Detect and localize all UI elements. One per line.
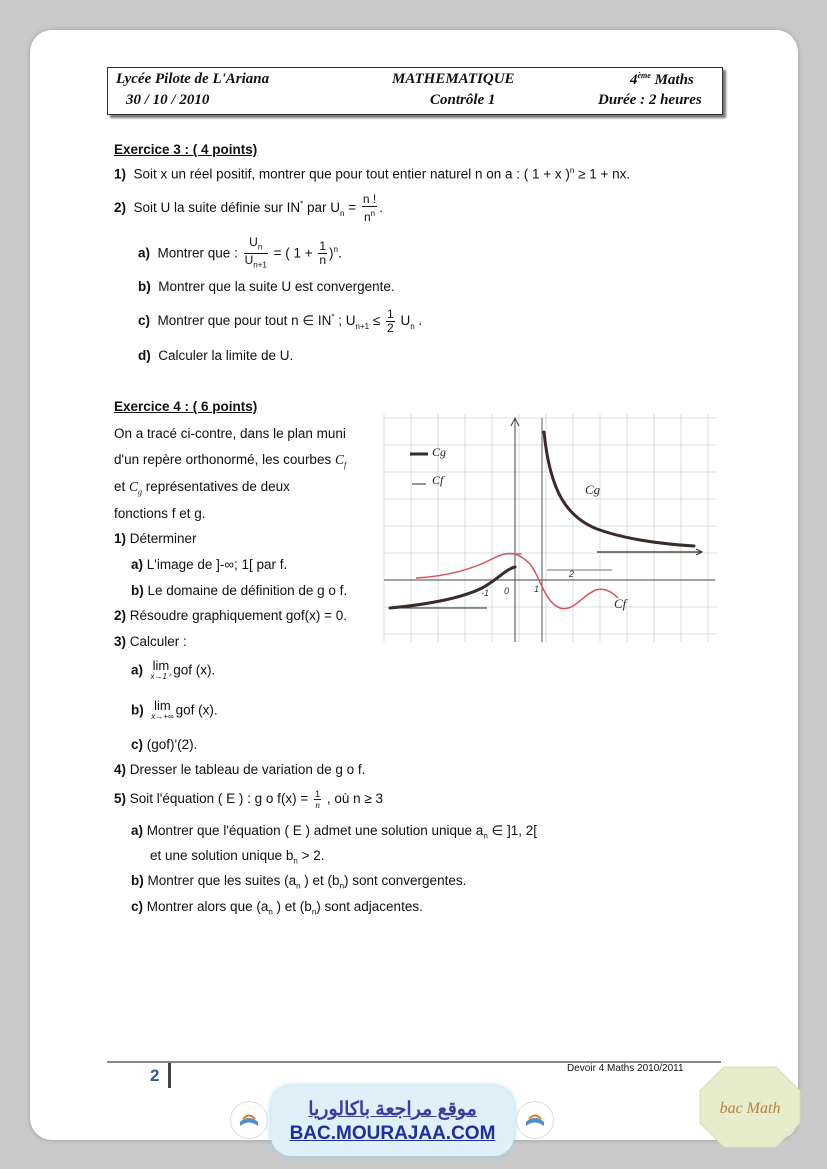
ex4-q4 (114, 762, 365, 777)
ex3-q2d (138, 348, 293, 363)
subscript: n+1 (355, 321, 370, 331)
banner-url[interactable]: BAC.MOURAJAA.COM (289, 1123, 496, 1144)
ex4-intro-3 (114, 479, 290, 497)
ex3-q2a (138, 236, 342, 272)
numerator: 1 (319, 239, 327, 254)
fraction (386, 308, 395, 335)
sub-q-text: gof (x). (173, 662, 216, 678)
level-number: 4 (630, 72, 638, 88)
sub-q-text: Montrer que la suite U est convergente. (158, 279, 395, 294)
subscript: n (483, 831, 488, 841)
subscript: n (296, 881, 301, 891)
sub-q-label: c) (131, 737, 144, 752)
sub-q-text: (gof)'(2). (146, 737, 198, 752)
fraction (314, 789, 321, 810)
page-bar (168, 1063, 171, 1088)
q-number: 1) (114, 531, 127, 546)
q2-text: Soit U la suite définie sur IN (133, 200, 301, 216)
tick-neg1: -1 (481, 588, 490, 598)
class-level (630, 71, 694, 89)
ex3-title: Exercice 3 : ( 4 points) (114, 142, 258, 157)
sub-q-label: a) (131, 662, 144, 678)
sub-q-text: Montrer que : (157, 245, 242, 261)
intro-text: d'un repère orthonormé, les courbes (114, 452, 335, 467)
sub-q-text: L'image de ]-∞; 1[ par f. (146, 557, 288, 572)
numerator: n ! (362, 192, 377, 206)
num-sub: n (257, 242, 263, 252)
sub-q-label: a) (138, 245, 151, 261)
curve-g-tag: Cg (585, 482, 601, 497)
tick-0: 0 (504, 586, 510, 596)
curve-sub: f (343, 460, 347, 470)
ex3-q2 (114, 193, 383, 224)
tick-1: 1 (534, 584, 540, 594)
ex4-q2 (114, 608, 347, 623)
legend-f-label: Cf (432, 473, 444, 487)
site-logo-right (516, 1101, 554, 1139)
sub-q-text: ) sont convergentes. (344, 873, 467, 888)
page-number: 2 (150, 1066, 160, 1085)
book-icon (517, 1102, 553, 1138)
function-graph (382, 412, 719, 644)
denominator: 2 (387, 321, 394, 335)
sub-q-label: a) (131, 557, 144, 572)
subject: MATHEMATIQUE (392, 71, 515, 87)
lim-sub: x→1⁺ (150, 672, 172, 681)
curve-g-right (544, 432, 694, 546)
sub-q-text: ) et (b (272, 899, 312, 914)
sub-q-text: gof (x). (175, 702, 218, 718)
den-exp: n (370, 209, 376, 218)
ex3-q2c (138, 308, 422, 335)
exam-header (107, 67, 723, 115)
paren: ) (329, 245, 334, 261)
legend-g-label: Cg (432, 445, 447, 459)
ex4-intro-4: fonctions f et g. (114, 506, 206, 521)
ex4-q5 (114, 789, 383, 810)
sub-q-text: U (396, 313, 411, 329)
subscript: n (293, 856, 298, 866)
subscript: n (410, 321, 415, 331)
q-text: , où n ≥ 3 (323, 791, 384, 807)
exponent: n (569, 166, 575, 175)
sub-q-label: a) (131, 823, 144, 838)
numerator: 1 (387, 307, 394, 321)
sub-q-text: Montrer que les suites (a (147, 873, 297, 888)
sub-q-text: > 2. (297, 848, 325, 863)
ex4-q5c (131, 899, 423, 917)
q-text: Soit l'équation ( E ) : g o f(x) = (129, 791, 313, 807)
q1-text-end: ≥ 1 + nx. (574, 166, 631, 182)
exam-name: Contrôle 1 (430, 92, 496, 108)
limit (151, 660, 172, 682)
denominator: n (315, 800, 320, 810)
ex4-intro-2 (114, 452, 346, 470)
sub-q-label: b) (138, 279, 151, 294)
ex4-intro-1: On a tracé ci-contre, dans le plan muni (114, 426, 346, 441)
lim-sub: x→+∞ (151, 712, 174, 721)
sub-q-text: Le domaine de définition de g o f. (147, 583, 348, 598)
ex4-q3b (131, 700, 218, 722)
sub-q-text: ) et (b (300, 873, 340, 888)
sub-q-text: ) sont adjacentes. (316, 899, 423, 914)
numerator (244, 236, 268, 254)
site-logo-left (230, 1101, 268, 1139)
banner-arabic: موقع مراجعة باكالوريا (308, 1099, 477, 1120)
sub-q-text: ∈ ]1, 2[ (487, 823, 538, 838)
den-sub: n+1 (253, 260, 267, 270)
q-text: Calculer : (129, 634, 187, 649)
sub-q-text: Montrer que pour tout n ∈ IN (157, 313, 332, 329)
badge-text: bac Math (719, 1100, 781, 1117)
subscript: n (339, 881, 345, 891)
q2-text: par U (303, 200, 340, 216)
ex4-q1 (114, 531, 197, 546)
mid-text: = ( 1 + (269, 245, 317, 261)
curve-f-tag: Cf (614, 596, 627, 611)
star: * (331, 312, 335, 322)
fraction (362, 193, 377, 224)
num-base: U (249, 235, 258, 249)
q-text: Résoudre graphiquement gof(x) = 0. (129, 608, 348, 623)
period: . (338, 245, 342, 261)
sub-q-text: Montrer que l'équation ( E ) admet une solution unique a (146, 823, 484, 838)
q-number: 4) (114, 762, 127, 777)
subscript: n (340, 208, 345, 218)
ex4-q1b (131, 583, 347, 598)
denominator: n (319, 253, 327, 268)
sub-q-label: c) (131, 899, 144, 914)
lim-word: lim (152, 658, 170, 673)
limit (151, 700, 173, 722)
den-base: n (363, 210, 371, 224)
q-number: 2) (114, 608, 127, 623)
ex4-q3 (114, 634, 187, 649)
sub-q-label: c) (138, 313, 151, 329)
sub-q-text: ; U (334, 313, 356, 329)
curve-symbol: C (334, 452, 344, 467)
sub-q-label: b) (131, 583, 144, 598)
sub-q-text: Calculer la limite de U. (158, 348, 294, 363)
school-name: Lycée Pilote de L'Ariana (116, 71, 270, 87)
tick-2: 2 (569, 569, 575, 579)
ex4-q5a-cont (150, 848, 324, 866)
q-text: Déterminer (129, 531, 197, 546)
sub-q-label: b) (131, 702, 144, 718)
q-number: 5) (114, 791, 127, 807)
sub-q-text: Montrer alors que (a (146, 899, 269, 914)
duration: Durée : 2 heures (598, 92, 702, 108)
denominator (244, 254, 268, 271)
ex4-title: Exercice 4 : ( 6 points) (114, 399, 258, 414)
ex4-q1a (131, 557, 287, 572)
q-number: 2) (114, 200, 127, 216)
sub-q-label: d) (138, 348, 151, 363)
ex4-q3a (131, 660, 215, 682)
level-text: Maths (650, 72, 694, 88)
footer-caption: Devoir 4 Maths 2010/2011 (567, 1063, 684, 1074)
period: . (414, 313, 423, 329)
fraction (318, 240, 327, 267)
bac-math-badge (698, 1065, 802, 1149)
sub-q-label: b) (131, 873, 144, 888)
q-text: Dresser le tableau de variation de g o f. (129, 762, 366, 777)
sub-q-text: et une solution unique b (150, 848, 294, 863)
exponent: n (333, 244, 338, 254)
subscript: n (311, 907, 317, 917)
leq: ≤ (369, 313, 385, 329)
intro-text: et (114, 479, 130, 494)
star: * (300, 199, 304, 209)
site-banner[interactable] (271, 1086, 514, 1156)
q-number: 1) (114, 166, 127, 182)
lim-word: lim (154, 698, 171, 713)
ex4-q3c (131, 737, 197, 752)
ex3-q2b (138, 279, 395, 294)
ex3-q1 (114, 166, 630, 182)
numerator: 1 (315, 789, 321, 799)
curve-sub: g (138, 487, 143, 497)
subscript: n (268, 907, 273, 917)
den-base: U (244, 253, 254, 268)
level-suffix: ème (637, 71, 651, 80)
book-icon (231, 1102, 267, 1138)
fraction (244, 236, 268, 272)
q1-text: Soit x un réel positif, montrer que pour tout entier naturel n on a : ( 1 + x ) (133, 166, 570, 182)
curve-symbol: C (129, 479, 139, 494)
equals: = (344, 200, 360, 216)
q-number: 3) (114, 634, 127, 649)
period: . (379, 200, 383, 216)
exam-date: 30 / 10 / 2010 (126, 92, 210, 108)
intro-text: représentatives de deux (142, 479, 290, 494)
ex4-q5b (131, 873, 466, 891)
denominator (362, 207, 377, 224)
ex4-q5a (131, 823, 537, 841)
